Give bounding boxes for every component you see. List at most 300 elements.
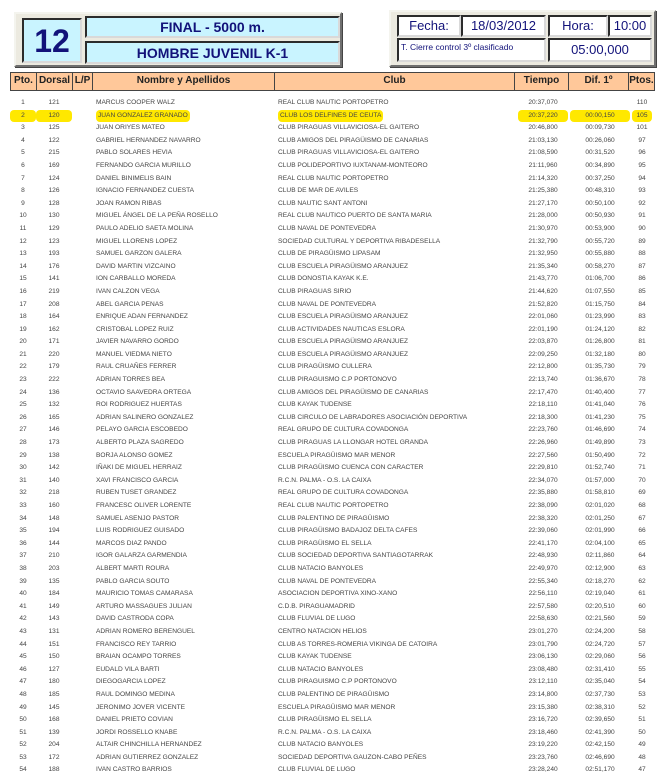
diff-cell: 00:50,100	[585, 199, 615, 207]
table-row	[10, 664, 655, 677]
athlete-name-cell: RUBEN TUSET GRANDEZ	[96, 489, 177, 497]
time-cell: 22:12,800	[528, 363, 558, 371]
position-cell: 9	[21, 199, 25, 207]
bib-cell: 176	[48, 262, 60, 270]
diff-cell: 01:52,740	[585, 464, 615, 472]
position-cell: 6	[21, 161, 25, 169]
club-cell: R.C.N. PALMA - O.S. LA CAIXA	[278, 728, 372, 736]
bib-cell: 146	[48, 426, 60, 434]
bib-cell: 208	[48, 300, 60, 308]
athlete-name-cell: IVAN CASTRO BARRIOS	[96, 766, 172, 774]
bib-cell: 179	[48, 363, 60, 371]
club-cell: CLUB PIRAGUAS LA LLONGAR HOTEL GRANDA	[278, 439, 428, 447]
diff-cell: 01:41,040	[585, 401, 615, 409]
points-cell: 92	[638, 199, 646, 207]
table-row	[10, 550, 655, 563]
points-cell: 66	[638, 527, 646, 535]
position-cell: 32	[19, 489, 27, 497]
points-cell: 55	[638, 665, 646, 673]
position-cell: 27	[19, 426, 27, 434]
club-cell: REAL CLUB NAUTIC PORTOPETRO	[278, 502, 389, 509]
time-cell: 22:23,760	[528, 426, 558, 434]
column-header-points: Ptos.	[628, 72, 655, 91]
points-cell: 74	[638, 426, 646, 434]
time-cell: 22:26,960	[528, 439, 558, 447]
diff-cell: 00:26,060	[585, 136, 615, 144]
table-row	[10, 676, 655, 689]
club-cell: REAL CLUB NAUTICO PUERTO DE SANTA MARIA	[278, 212, 432, 220]
time-value: 10:00	[608, 15, 652, 37]
position-cell: 33	[19, 502, 27, 509]
points-cell: 77	[638, 388, 646, 396]
points-cell: 82	[638, 325, 646, 333]
bib-cell: 145	[48, 703, 60, 711]
diff-cell: 02:37,730	[585, 690, 615, 698]
table-row	[10, 412, 655, 425]
points-cell: 63	[638, 564, 646, 572]
time-cell: 22:34,070	[528, 476, 558, 484]
points-cell: 78	[638, 376, 646, 384]
athlete-name-cell: MAURICIO TOMAS CAMARASA	[96, 590, 193, 598]
athlete-name-cell: IVAN CALZON VEGA	[96, 287, 160, 295]
time-cell: 21:27,170	[528, 199, 558, 207]
time-cell: 23:08,480	[528, 665, 558, 673]
table-row	[10, 563, 655, 576]
athlete-name-cell: BRAIAN OCAMPO TORRES	[96, 653, 181, 661]
bib-cell: 185	[48, 690, 60, 698]
time-cell: 22:57,580	[528, 602, 558, 610]
points-cell: 87	[638, 262, 646, 270]
athlete-name-cell: IGOR GALARZA GARMENDIA	[96, 552, 187, 560]
bib-cell: 128	[48, 199, 60, 207]
time-cell: 21:52,820	[528, 300, 558, 308]
position-cell: 41	[19, 602, 27, 610]
position-cell: 44	[19, 640, 27, 648]
athlete-name-cell: PAULO ADELIO SAETA MOLINA	[96, 224, 194, 232]
table-row	[10, 639, 655, 652]
club-cell: CLUB NAVAL DE PONTEVEDRA	[278, 224, 377, 232]
diff-cell: 00:48,310	[585, 187, 615, 195]
bib-cell: 139	[48, 728, 60, 736]
points-cell: 97	[638, 136, 646, 144]
time-cell: 21:14,320	[528, 174, 558, 182]
position-cell: 24	[19, 388, 27, 396]
club-cell: CLUB AS TORRES-ROMERIA VIKINGA DE CATOIRA	[278, 640, 438, 648]
diff-cell: 01:26,800	[585, 338, 615, 346]
time-cell: 23:19,220	[528, 741, 558, 749]
athlete-name-cell: JAVIER NAVARRO GORDO	[96, 338, 179, 346]
position-cell: 15	[19, 275, 27, 283]
club-cell: CLUB PIRAGÜISMO CUENCA CON CARACTER	[278, 464, 424, 472]
club-cell: SOCIEDAD CULTURAL Y DEPORTIVA RIBADESELLA	[278, 237, 441, 245]
athlete-name-cell: ION CARBALLO MOREDA	[96, 275, 176, 283]
position-cell: 17	[19, 300, 27, 308]
club-cell: CLUB AMIGOS DEL PIRAGÜISMO DE CANARIAS	[278, 136, 429, 144]
points-cell: 60	[638, 602, 646, 610]
diff-cell: 01:23,990	[585, 313, 615, 321]
bib-cell: 121	[48, 99, 60, 106]
time-cell: 22:58,630	[528, 615, 558, 623]
diff-cell: 01:50,490	[585, 451, 615, 459]
table-row	[10, 424, 655, 437]
club-cell: CLUB PIRAGÜISMO EL SELLA	[278, 539, 372, 547]
table-row	[10, 613, 655, 626]
points-cell: 59	[638, 615, 646, 623]
athlete-name-cell: GABRIEL HERNANDEZ NAVARRO	[96, 136, 201, 144]
athlete-name-cell: JORDI ROSSELLO KNABE	[96, 728, 178, 736]
table-row	[10, 173, 655, 186]
points-cell: 90	[638, 224, 646, 232]
bib-cell: 188	[48, 766, 60, 774]
athlete-name-cell: ADRIAN ROMERO BERENGUEL	[96, 627, 195, 635]
table-row	[10, 198, 655, 211]
club-cell: CLUB PIRAGÜISMO BADAJOZ DELTA CAFES	[278, 527, 418, 535]
time-label: Hora:	[548, 15, 608, 37]
club-cell: CLUB FLUVIAL DE LUGO	[278, 766, 356, 774]
points-cell: 47	[638, 766, 646, 774]
club-cell: CLUB NAVAL DE PONTEVEDRA	[278, 577, 377, 585]
club-cell: REAL CLUB NAUTIC PORTOPETRO	[278, 99, 389, 106]
time-cell: 21:28,000	[528, 212, 558, 220]
points-cell: 80	[638, 350, 646, 358]
position-cell: 53	[19, 753, 27, 761]
time-cell: 22:38,090	[528, 502, 558, 509]
time-cell: 22:41,170	[528, 539, 558, 547]
club-cell: CLUB PIRAGUISMO C.P PORTONOVO	[278, 678, 397, 686]
table-row	[10, 689, 655, 702]
club-cell: ESCUELA PIRAGÜISMO MAR MENOR	[278, 703, 396, 711]
points-cell: 53	[638, 690, 646, 698]
time-cell: 21:25,380	[528, 187, 558, 195]
bib-cell: 184	[48, 590, 60, 598]
athlete-name-cell: MARCOS DIAZ PANDO	[96, 539, 167, 547]
table-row	[10, 236, 655, 249]
time-cell: 22:27,560	[528, 451, 558, 459]
diff-cell: 01:36,670	[585, 376, 615, 384]
points-cell: 76	[638, 401, 646, 409]
position-cell: 35	[19, 527, 27, 535]
club-cell: CLUB PIRAGUAS SIRIO	[278, 287, 352, 295]
diff-cell: 02:42,150	[585, 741, 615, 749]
club-cell: CLUB NATACIO BANYOLES	[278, 741, 364, 749]
position-cell: 30	[19, 464, 27, 472]
points-cell: 71	[638, 464, 646, 472]
athlete-name-cell: ABEL GARCIA PENAS	[96, 300, 164, 308]
position-cell: 20	[19, 338, 27, 346]
athlete-name-cell: DAVID CASTRODA COPA	[96, 615, 174, 623]
table-row	[10, 261, 655, 274]
bib-cell: 141	[48, 275, 60, 283]
diff-cell: 00:58,270	[585, 262, 615, 270]
diff-cell: 02:11,860	[585, 552, 615, 560]
club-cell: REAL CLUB NAUTIC PORTOPETRO	[278, 174, 389, 182]
athlete-name-cell: DANIEL PRIETO COVIAN	[96, 716, 173, 724]
points-cell: 64	[638, 552, 646, 560]
bib-cell: 124	[48, 174, 60, 182]
bib-cell: 151	[48, 640, 60, 648]
points-cell: 57	[638, 640, 646, 648]
time-cell: 23:01,790	[528, 640, 558, 648]
results-table-body	[10, 97, 655, 777]
position-cell: 13	[19, 250, 27, 258]
table-row	[10, 160, 655, 173]
table-row	[10, 336, 655, 349]
table-row	[10, 349, 655, 362]
diff-cell: 01:15,750	[585, 300, 615, 308]
bib-cell: 144	[48, 539, 60, 547]
club-cell: CLUB PALENTINO DE PIRAGÜISMO	[278, 690, 390, 698]
points-cell: 54	[638, 678, 646, 686]
athlete-name-cell: ADRIAN SALINERO GONZALEZ	[96, 413, 194, 421]
points-cell: 110	[636, 99, 648, 106]
bib-cell: 204	[48, 741, 60, 749]
points-cell: 72	[638, 451, 646, 459]
bib-cell: 168	[48, 716, 60, 724]
bib-cell: 143	[48, 615, 60, 623]
time-cell: 20:37,070	[528, 99, 558, 106]
time-cell: 22:17,470	[528, 388, 558, 396]
diff-cell: 00:31,520	[585, 149, 615, 157]
diff-cell: 02:29,060	[585, 653, 615, 661]
position-cell: 31	[19, 476, 27, 484]
points-cell: 62	[638, 577, 646, 585]
column-header-time: Tiempo	[514, 72, 568, 91]
table-row	[10, 538, 655, 551]
position-cell: 14	[19, 262, 27, 270]
club-cell: CLUB PALENTINO DE PIRAGÜISMO	[278, 514, 390, 522]
diff-cell: 01:24,120	[585, 325, 615, 333]
time-cell: 22:13,740	[528, 376, 558, 384]
club-cell: SOCIEDAD DEPORTIVA GAUZON-CABO PEÑES	[278, 753, 427, 761]
club-cell: CLUB SOCIEDAD DEPORTIVA SANTIAGOTARRAK	[278, 552, 433, 560]
column-header-diff: Dif. 1º	[568, 72, 628, 91]
time-cell: 23:28,240	[528, 766, 558, 774]
position-cell: 25	[19, 401, 27, 409]
athlete-name-cell: ARTURO MASSAGUES JULIAN	[96, 602, 192, 610]
club-cell: ASOCIACION DEPORTIVA XINO-XANO	[278, 590, 398, 598]
position-cell: 34	[19, 514, 27, 522]
bib-cell: 171	[48, 338, 60, 346]
time-cell: 21:44,620	[528, 287, 558, 295]
club-cell: CLUB ESCUELA PIRAGÜISMO ARANJUEZ	[278, 350, 409, 358]
position-cell: 10	[19, 212, 27, 220]
bib-cell: 150	[48, 653, 60, 661]
column-header-name: Nombre y Apellidos	[92, 72, 274, 91]
diff-cell: 01:40,400	[585, 388, 615, 396]
position-cell: 8	[21, 187, 25, 195]
time-cell: 22:01,190	[528, 325, 558, 333]
table-row	[10, 223, 655, 236]
points-cell: 50	[638, 728, 646, 736]
race-title: FINAL - 5000 m.	[85, 16, 340, 38]
table-row	[10, 324, 655, 337]
points-cell: 49	[638, 741, 646, 749]
table-row	[10, 752, 655, 765]
table-row	[10, 210, 655, 223]
table-row	[10, 739, 655, 752]
time-cell: 22:18,110	[528, 401, 558, 409]
time-cell: 23:15,380	[528, 703, 558, 711]
athlete-name-cell: SAMUEL ASENJO PASTOR	[96, 514, 180, 522]
points-cell: 83	[638, 313, 646, 321]
table-row	[10, 110, 655, 123]
bib-cell: 122	[48, 136, 60, 144]
athlete-name-cell: ADRIAN GUTIERREZ GONZALEZ	[96, 753, 199, 761]
time-cell: 23:01,270	[528, 627, 558, 635]
table-row	[10, 135, 655, 148]
bib-cell: 193	[48, 250, 60, 258]
points-cell: 91	[638, 212, 646, 220]
athlete-name-cell: ENRIQUE ADAN FERNANDEZ	[96, 313, 188, 321]
points-cell: 61	[638, 590, 646, 598]
bib-cell: 180	[48, 678, 60, 686]
diff-cell: 02:01,990	[585, 527, 615, 535]
diff-cell: 01:41,230	[585, 413, 615, 421]
points-cell: 95	[638, 161, 646, 169]
club-cell: CLUB DE MAR DE AVILES	[278, 187, 359, 195]
athlete-name-cell: LUIS RODRIGUEZ GUISADO	[96, 527, 185, 535]
points-cell: 93	[638, 187, 646, 195]
bib-cell: 123	[48, 237, 60, 245]
club-cell: CLUB ACTIVIDADES NAUTICAS ESLORA	[278, 325, 405, 333]
points-cell: 84	[638, 300, 646, 308]
time-cell: 21:11,960	[528, 161, 558, 169]
diff-cell: 02:39,650	[585, 716, 615, 724]
diff-cell: 02:35,040	[585, 678, 615, 686]
table-row	[10, 487, 655, 500]
time-cell: 21:03,130	[528, 136, 558, 144]
bib-cell: 136	[48, 388, 60, 396]
table-row	[10, 450, 655, 463]
club-cell: CLUB FLUVIAL DE LUGO	[278, 615, 356, 623]
race-category: HOMBRE JUVENIL K-1	[85, 41, 340, 64]
athlete-name-cell: JUAN ORIYES MATEO	[96, 124, 165, 132]
position-cell: 45	[19, 653, 27, 661]
bib-cell: 131	[48, 627, 60, 635]
club-cell: CLUB ESCUELA PIRAGÜISMO ARANJUEZ	[278, 338, 409, 346]
time-cell: 22:55,340	[528, 577, 558, 585]
time-cell: 21:32,950	[528, 250, 558, 258]
athlete-name-cell: JOAN RAMON RIBAS	[96, 199, 162, 207]
table-row	[10, 122, 655, 135]
position-cell: 26	[19, 413, 27, 421]
position-cell: 40	[19, 590, 27, 598]
athlete-name-cell: DANIEL BINIMELIS BAIN	[96, 174, 172, 182]
bib-cell: 210	[48, 552, 60, 560]
bib-cell: 172	[48, 753, 60, 761]
diff-cell: 02:20,510	[585, 602, 615, 610]
points-cell: 51	[638, 716, 646, 724]
table-row	[10, 374, 655, 387]
table-row	[10, 462, 655, 475]
club-cell: CLUB PIRAGÜISMO EL SELLA	[278, 716, 372, 724]
time-cell: 20:37,220	[518, 110, 568, 123]
club-cell: CLUB PIRAGUAS VILLAVICIOSA-EL GAITERO	[278, 149, 420, 157]
bib-cell: 130	[48, 212, 60, 220]
race-info-box	[389, 10, 656, 67]
position-cell: 48	[19, 690, 27, 698]
athlete-name-cell: ALTAIR CHINCHILLA HERNANDEZ	[96, 741, 202, 749]
club-cell: CLUB POLIDEPORTIVO IUXTANAM-MONTEORO	[278, 161, 428, 169]
table-row	[10, 475, 655, 488]
club-cell: CLUB NATACIO BANYOLES	[278, 564, 364, 572]
time-cell: 21:35,340	[528, 262, 558, 270]
athlete-name-cell: JUAN GONZALEZ GRANADO	[96, 110, 190, 123]
bib-cell: 148	[48, 514, 60, 522]
athlete-name-cell: ADRIAN TORRES BEA	[96, 376, 166, 384]
club-cell: CLUB KAYAK TUDENSE	[278, 401, 352, 409]
athlete-name-cell: MIGUEL ÁNGEL DE LA PEÑA ROSELLO	[96, 212, 218, 220]
table-row	[10, 361, 655, 374]
time-cell: 23:16,720	[528, 716, 558, 724]
club-cell: CLUB AMIGOS DEL PIRAGÜISMO DE CANARIAS	[278, 388, 429, 396]
club-cell: CLUB ESCUELA PIRAGÜISMO ARANJUEZ	[278, 313, 409, 321]
date-label: Fecha:	[397, 15, 461, 37]
column-header-lp: L/P	[72, 72, 92, 91]
points-cell: 56	[638, 653, 646, 661]
points-cell: 58	[638, 627, 646, 635]
position-cell: 21	[19, 350, 27, 358]
club-cell: CLUB PIRAGUISMO C.P PORTONOVO	[278, 376, 397, 384]
position-cell: 23	[19, 376, 27, 384]
bib-cell: 222	[48, 376, 60, 384]
club-cell: CENTRO NATACION HELIOS	[278, 627, 367, 635]
position-cell: 22	[19, 363, 27, 371]
points-cell: 86	[638, 275, 646, 283]
column-header-club: Club	[274, 72, 514, 91]
athlete-name-cell: PELAYO GARCIA ESCOBEDO	[96, 426, 188, 434]
closing-time-label: T. Cierre control 3º clasificado	[397, 38, 546, 62]
position-cell: 3	[21, 124, 25, 132]
table-row	[10, 399, 655, 412]
time-cell: 22:39,060	[528, 527, 558, 535]
bib-cell: 218	[48, 489, 60, 497]
position-cell: 54	[19, 766, 27, 774]
club-cell: REAL GRUPO DE CULTURA COVADONGA	[278, 489, 409, 497]
time-cell: 21:43,770	[528, 275, 558, 283]
club-cell: R.C.N. PALMA - O.S. LA CAIXA	[278, 476, 372, 484]
diff-cell: 01:46,690	[585, 426, 615, 434]
diff-cell: 02:12,900	[585, 564, 615, 572]
diff-cell: 02:51,170	[585, 766, 615, 774]
athlete-name-cell: FRANCESC OLIVER LORENTE	[96, 502, 192, 509]
position-cell: 7	[21, 174, 25, 182]
points-cell: 88	[638, 250, 646, 258]
bib-cell: 215	[48, 149, 60, 157]
points-cell: 75	[638, 413, 646, 421]
points-cell: 48	[638, 753, 646, 761]
athlete-name-cell: MIGUEL LLORENS LOPEZ	[96, 237, 178, 245]
club-cell: CLUB KAYAK TUDENSE	[278, 653, 352, 661]
bib-cell: 120	[36, 110, 72, 123]
position-cell: 18	[19, 313, 27, 321]
diff-cell: 02:31,410	[585, 665, 615, 673]
bib-cell: 220	[48, 350, 60, 358]
position-cell: 51	[19, 728, 27, 736]
points-cell: 52	[638, 703, 646, 711]
time-cell: 21:32,790	[528, 237, 558, 245]
position-cell: 50	[19, 716, 27, 724]
bib-cell: 138	[48, 451, 60, 459]
position-cell: 36	[19, 539, 27, 547]
table-row	[10, 626, 655, 639]
diff-cell: 02:04,100	[585, 539, 615, 547]
results-table-header	[10, 72, 655, 91]
club-cell: CLUB DONOSTIA KAYAK K.E.	[278, 275, 369, 283]
diff-cell: 02:21,560	[585, 615, 615, 623]
diff-cell: 01:58,810	[585, 489, 615, 497]
points-cell: 65	[638, 539, 646, 547]
